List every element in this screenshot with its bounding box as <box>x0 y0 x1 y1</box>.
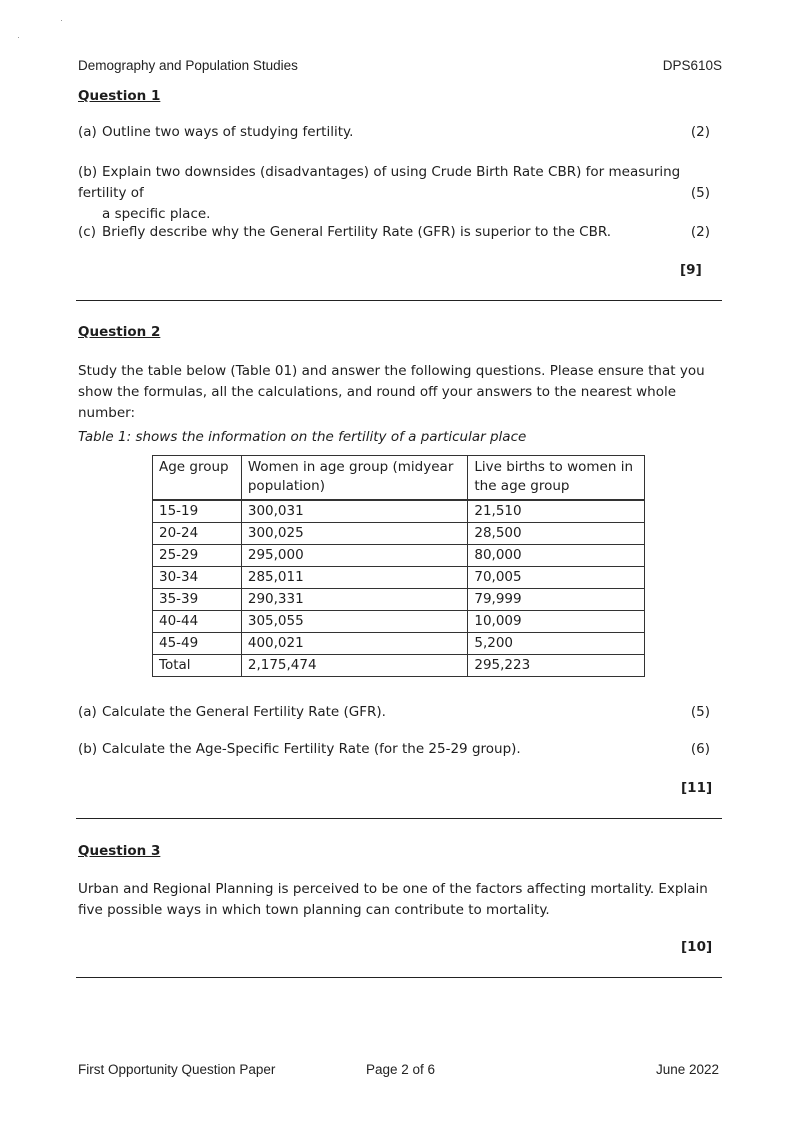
footer-page-number: Page 2 of 6 <box>366 1062 436 1077</box>
table-caption: Table 1: shows the information on the fertility of a particular place <box>78 429 527 445</box>
q1-item-b <box>78 162 724 225</box>
footer-date: June 2022 <box>655 1062 719 1077</box>
item-text-cont: a specific place. <box>102 206 211 222</box>
q2-total: [11] <box>681 780 713 796</box>
q3-total: [10] <box>681 939 713 955</box>
item-text: Outline two ways of studying fertility. <box>102 124 354 140</box>
cell-women: 295,000 <box>241 545 468 567</box>
cell-live-births: 79,999 <box>468 589 645 611</box>
cell-women: 285,011 <box>241 567 468 589</box>
cell-women: 305,055 <box>241 611 468 633</box>
cell-age-group: 30-34 <box>153 567 242 589</box>
item-marks: (2) <box>690 224 710 240</box>
header-course: Demography and Population Studies <box>78 58 298 73</box>
item-label: (a) <box>78 124 97 140</box>
cell-women: 300,031 <box>241 500 468 523</box>
fertility-table <box>152 455 645 677</box>
cell-age-group: Total <box>153 655 242 677</box>
header-women: Women in age group (midyear population) <box>241 456 468 501</box>
q2-item-a <box>78 702 710 723</box>
cell-women: 400,021 <box>241 633 468 655</box>
q2-intro: Study the table below (Table 01) and answer the following questions. Please ensure that you show the formulas, all the calculations, and round off your answers to the nearest whole number: <box>78 363 705 421</box>
footer-left: First Opportunity Question Paper <box>78 1062 276 1077</box>
cell-age-group: 25-29 <box>153 545 242 567</box>
table-row <box>153 611 645 633</box>
q1-item-c <box>78 222 710 243</box>
scan-speck <box>61 20 62 21</box>
header-live-births: Live births to women in the age group <box>468 456 645 501</box>
table-header-row <box>153 456 645 501</box>
table-row <box>153 500 645 523</box>
table-row <box>153 633 645 655</box>
scan-speck <box>18 37 19 38</box>
item-text: Briefly describe why the General Fertility Rate (GFR) is superior to the CBR. <box>102 224 612 240</box>
item-text: Calculate the Age-Specific Fertility Rate (for the 25-29 group). <box>102 741 521 757</box>
cell-live-births: 28,500 <box>468 523 645 545</box>
item-label: (c) <box>78 224 96 240</box>
item-marks: (6) <box>690 741 710 757</box>
item-marks: (5) <box>690 185 710 201</box>
cell-live-births: 80,000 <box>468 545 645 567</box>
q3-text: Urban and Regional Planning is perceived to be one of the factors affecting mortality. Explain five possible ways in which town planning can contribute to mortality. <box>78 881 708 918</box>
cell-live-births: 295,223 <box>468 655 645 677</box>
cell-age-group: 45-49 <box>153 633 242 655</box>
cell-age-group: 40-44 <box>153 611 242 633</box>
table-row <box>153 545 645 567</box>
item-label: (b) <box>78 741 98 757</box>
cell-live-births: 70,005 <box>468 567 645 589</box>
item-text: Explain two downsides (disadvantages) of using Crude Birth Rate CBR) for measuring fertility of <box>78 164 681 201</box>
q2-item-b <box>78 739 710 760</box>
cell-women: 2,175,474 <box>241 655 468 677</box>
q1-item-a <box>78 122 710 143</box>
q1-total: [9] <box>680 262 702 278</box>
cell-live-births: 10,009 <box>468 611 645 633</box>
divider <box>76 818 722 819</box>
header-code: DPS610S <box>662 58 722 73</box>
table-row <box>153 589 645 611</box>
table-row <box>153 523 645 545</box>
cell-women: 300,025 <box>241 523 468 545</box>
header-age-group: Age group <box>153 456 242 501</box>
cell-age-group: 15-19 <box>153 500 242 523</box>
q3-title: Question 3 <box>78 843 161 859</box>
item-label: (b) <box>78 164 98 180</box>
item-text: Calculate the General Fertility Rate (GFR). <box>102 704 386 720</box>
table-row-total <box>153 655 645 677</box>
q1-title: Question 1 <box>78 88 161 104</box>
cell-live-births: 5,200 <box>468 633 645 655</box>
item-label: (a) <box>78 704 97 720</box>
cell-age-group: 20-24 <box>153 523 242 545</box>
q2-title: Question 2 <box>78 324 161 340</box>
item-marks: (5) <box>690 704 710 720</box>
cell-live-births: 21,510 <box>468 500 645 523</box>
cell-age-group: 35-39 <box>153 589 242 611</box>
table-row <box>153 567 645 589</box>
divider <box>76 977 722 978</box>
cell-women: 290,331 <box>241 589 468 611</box>
divider <box>76 300 722 301</box>
item-marks: (2) <box>690 124 710 140</box>
